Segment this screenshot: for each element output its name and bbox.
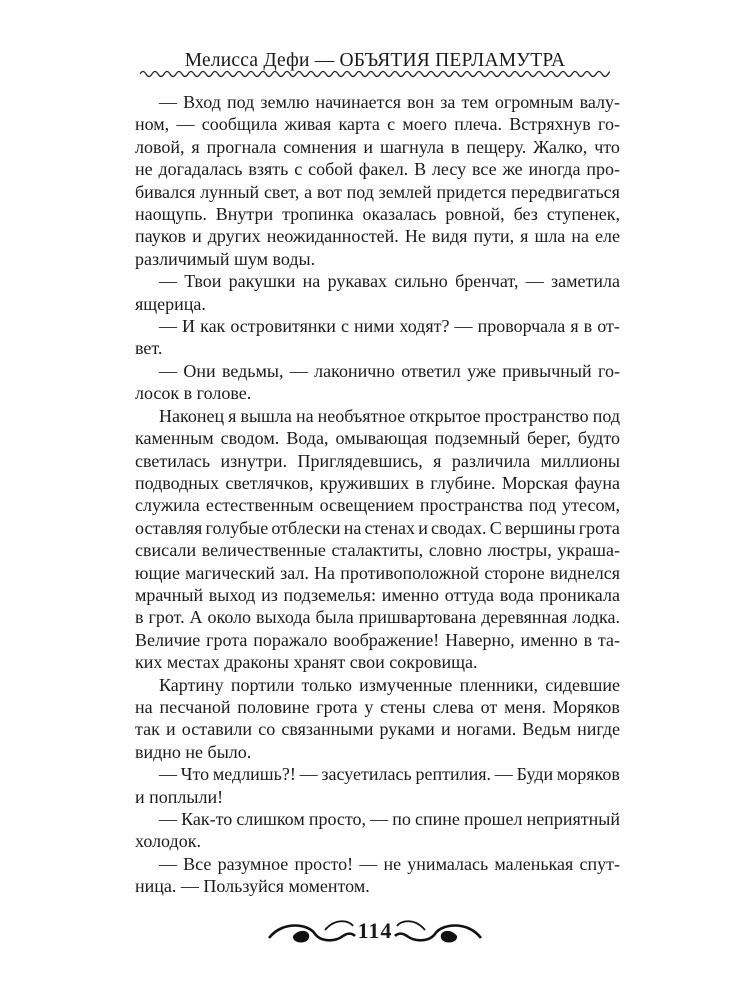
text-line: в грот. А около выхода была пришвартована деревянная лодка. <box>135 607 620 628</box>
text-line: каменным сводом. Вода, омывающая подземный берег, будто <box>135 428 620 449</box>
text-line: — И как островитянки с ними ходят? — проворчала я в от- <box>159 316 620 337</box>
text-line: ном, — сообщила живая карта с моего плеча. Встряхнув го- <box>135 114 620 135</box>
running-header: Мелисса Дефи — ОБЪЯТИЯ ПЕРЛАМУТРА <box>184 50 566 71</box>
text-line: — Все разумное просто! — не унималась маленькая спут- <box>159 853 620 874</box>
text-line: подводных светлячков, круживших в глубине. Морская фауна <box>135 472 620 493</box>
text-line: — Твои ракушки на рукавах сильно бренчат, — заметила <box>159 271 620 292</box>
text-line: — Что медлишь?! — засуетилась рептилия. — Буди моряков <box>159 764 620 785</box>
text-line: оставляя голубые отблески на стенах и сводах. С вершины грота <box>135 517 620 538</box>
text-line: не догадалась взять с собой факел. В лесу все же иногда про- <box>135 159 620 180</box>
text-line: ящерица. <box>135 293 206 314</box>
text-line: ловой, я прогнала сомнения и шагнула в пещеру. Жалко, что <box>135 136 620 157</box>
text-line: — Как-то слишком просто, — по спине прошел неприятный <box>159 809 620 829</box>
text-line: и поплыли! <box>135 786 224 807</box>
header-wavy-rule <box>140 69 610 79</box>
text-line: ющие магический зал. На противоположной стороне виднелся <box>135 562 620 583</box>
text-line: — Они ведьмы, — лаконично ответил уже привычный го- <box>159 360 620 381</box>
page-number: 114 <box>357 918 393 943</box>
text-line: видно не было. <box>135 741 252 762</box>
text-line: холодок. <box>135 831 201 852</box>
text-line: лосок в голове. <box>135 383 252 404</box>
text-line: наощупь. Внутри тропинка оказалась ровной, без ступенек, <box>135 204 620 225</box>
text-line: на песчаной половине грота у стены слева от меня. Моряков <box>135 696 620 717</box>
body-text <box>135 91 620 898</box>
text-line: мрачный выход из подземелья: именно оттуда вода проникала <box>135 584 620 605</box>
text-line: — Вход под землю начинается вон за тем огромным валу- <box>159 92 620 112</box>
text-line: пауков и других неожиданностей. Не видя пути, я шла на еле <box>135 226 620 247</box>
text-line: вет. <box>135 338 163 359</box>
text-line: Величие грота поражало воображение! Наверно, именно в та- <box>135 629 620 650</box>
text-line: служила естественным освещением пространства под утесом, <box>135 495 620 516</box>
text-line: различимый шум воды. <box>135 248 316 269</box>
text-line: светилась изнутри. Приглядевшись, я различила миллионы <box>135 450 620 471</box>
text-line: бивался лунный свет, а вот под землей придется передвигаться <box>135 181 620 202</box>
text-line: так и оставили со связанными руками и ногами. Ведьм нигде <box>135 719 620 740</box>
text-line: Наконец я вышла на необъятное открытое пространство под <box>159 405 620 426</box>
text-line: ких местах драконы хранят свои сокровища. <box>135 652 478 673</box>
text-line: Картину портили только измученные пленники, сидевшие <box>159 674 620 695</box>
text-line: ница. — Пользуйся моментом. <box>135 876 370 897</box>
text-line: свисали величественные сталактиты, словно люстры, украша- <box>135 540 620 561</box>
